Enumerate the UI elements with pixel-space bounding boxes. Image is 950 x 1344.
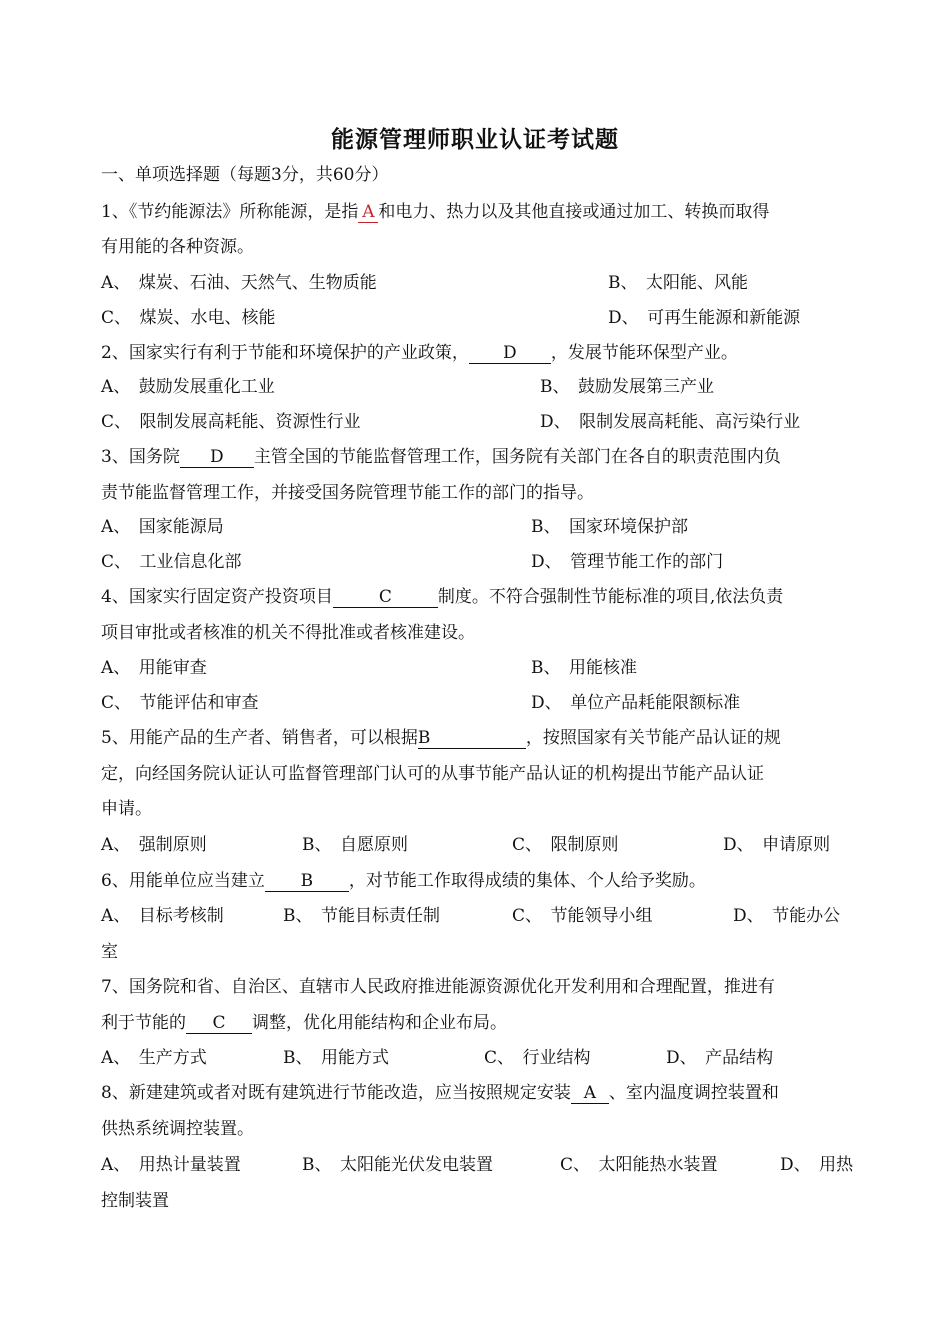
option-d: D、 用热 (780, 1155, 854, 1175)
option-b: B、 自愿原则 (302, 835, 408, 855)
option-b: B、 节能目标责任制 (283, 906, 440, 926)
question-5-line-2: 定，向经国务院认证认可监督管理部门认可的从事节能产品认证的机构提出节能产品认证 (101, 764, 764, 784)
option-a: A、 煤炭、石油、天然气、生物质能 (101, 273, 377, 293)
question-2-line-1: 2、国家实行有利于节能和环境保护的产业政策， D ，发展节能环保型产业。 (101, 343, 738, 363)
option-a: A、 强制原则 (101, 835, 207, 855)
answer-blank: A (571, 1083, 609, 1104)
option-b: B、 太阳能、风能 (608, 273, 748, 293)
question-7-line-1: 7、国务院和省、自治区、直辖市人民政府推进能源资源优化开发利用和合理配置，推进有 (101, 977, 775, 997)
option-a: A、 鼓励发展重化工业 (101, 377, 275, 397)
answer-blank: B (418, 728, 526, 749)
question-8-line-1: 8、新建建筑或者对既有建筑进行节能改造，应当按照规定安装 A 、室内温度调控装置和 (101, 1083, 779, 1103)
option-b: B、 国家环境保护部 (531, 517, 688, 537)
option-c: C、 煤炭、水电、核能 (101, 308, 276, 328)
answer-blank: D (469, 343, 551, 364)
option-a: A、 国家能源局 (101, 517, 224, 537)
option-b: B、 用能核准 (531, 658, 637, 678)
option-c: C、 限制发展高耗能、资源性行业 (101, 412, 361, 432)
option-d: D、 管理节能工作的部门 (531, 552, 724, 572)
option-a: A、 用热计量装置 (101, 1155, 241, 1175)
option-b: B、 用能方式 (283, 1048, 389, 1068)
option-d-wrap: 室 (101, 942, 118, 962)
option-c: C、 限制原则 (512, 835, 619, 855)
answer-blank: C (186, 1013, 252, 1034)
option-c: C、 行业结构 (484, 1048, 591, 1068)
question-5-line-3: 申请。 (101, 799, 152, 819)
option-d-wrap: 控制装置 (101, 1191, 169, 1211)
option-d: D、 限制发展高耗能、高污染行业 (540, 412, 801, 432)
option-a: A、 目标考核制 (101, 906, 224, 926)
option-d: D、 产品结构 (666, 1048, 774, 1068)
question-6-line-1: 6、用能单位应当建立 B ，对节能工作取得成绩的集体、个人给予奖励。 (101, 871, 706, 891)
option-a: A、 生产方式 (101, 1048, 207, 1068)
option-d: D、 可再生能源和新能源 (608, 308, 801, 328)
question-7-line-2: 利于节能的 C 调整，优化用能结构和企业布局。 (101, 1013, 507, 1033)
answer-blank: B (265, 871, 349, 892)
option-c: C、 节能领导小组 (512, 906, 653, 926)
option-b: B、 太阳能光伏发电装置 (302, 1155, 493, 1175)
option-c: C、 太阳能热水装置 (560, 1155, 718, 1175)
option-d: D、 节能办公 (733, 906, 841, 926)
question-3-line-2: 责节能监督管理工作，并接受国务院管理节能工作的部门的指导。 (101, 483, 594, 503)
option-d: D、 单位产品耗能限额标准 (531, 693, 741, 713)
question-3-line-1: 3、国务院 D 主管全国的节能监督管理工作，国务院有关部门在各自的职责范围内负 (101, 447, 781, 467)
option-c: C、 工业信息化部 (101, 552, 242, 572)
question-4-line-1: 4、国家实行固定资产投资项目 C 制度。不符合强制性节能标准的项目,依法负责 (101, 587, 784, 607)
question-1-line-2: 有用能的各种资源。 (101, 237, 254, 257)
question-1-line-1: 1、《节约能源法》所称能源，是指 A 和电力、热力以及其他直接或通过加工、转换而取得 (101, 202, 770, 222)
question-4-line-2: 项目审批或者核准的机关不得批准或者核准建设。 (101, 623, 475, 643)
question-5-line-1: 5、用能产品的生产者、销售者，可以根据B ，按照国家有关节能产品认证的规 (101, 728, 781, 748)
option-c: C、 节能评估和审查 (101, 693, 259, 713)
answer-blank: A (358, 202, 378, 223)
answer-blank: D (180, 447, 254, 468)
option-a: A、 用能审查 (101, 658, 207, 678)
question-8-line-2: 供热系统调控装置。 (101, 1119, 254, 1139)
answer-blank: C (333, 587, 438, 608)
option-b: B、 鼓励发展第三产业 (540, 377, 714, 397)
option-d: D、 申请原则 (723, 835, 831, 855)
section-heading: 一、单项选择题（每题3分，共60分） (101, 165, 389, 185)
page-title: 能源管理师职业认证考试题 (331, 127, 619, 153)
